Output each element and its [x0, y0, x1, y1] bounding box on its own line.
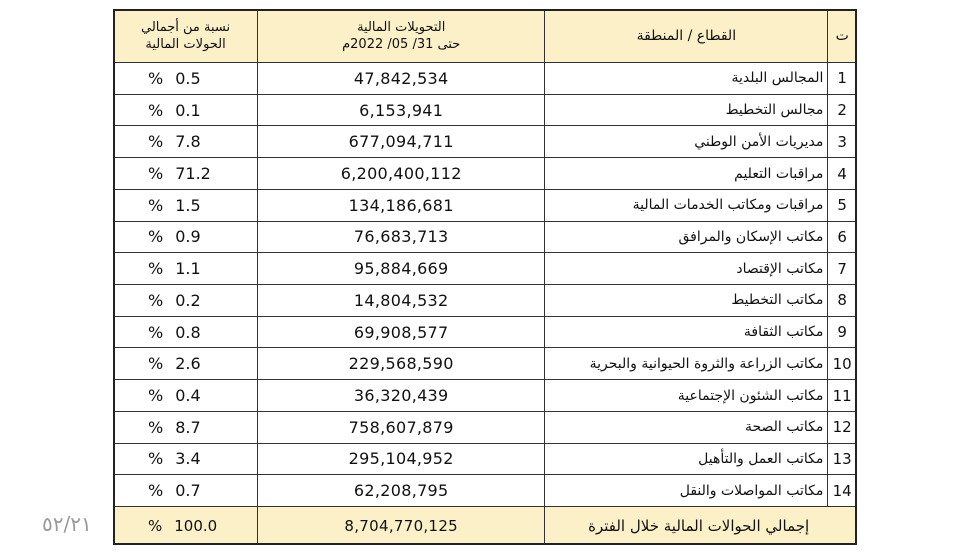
row-amount: 295,104,952: [258, 443, 545, 475]
percent-value: 0.1: [175, 100, 201, 120]
row-number: 3: [828, 126, 857, 158]
row-amount: 69,908,577: [258, 316, 545, 348]
header-amount-line2: حتى 31/ 05/ 2022م: [342, 37, 461, 52]
percent-sign: %: [148, 290, 164, 310]
percent-sign: %: [148, 68, 164, 88]
header-num: ت: [828, 10, 857, 63]
header-pct-line2: الحولات المالية: [145, 37, 226, 52]
row-sector-name: مراقبات التعليم: [545, 158, 828, 190]
row-number: 9: [828, 316, 857, 348]
percent-sign: %: [148, 322, 164, 342]
percent-value: 0.9: [175, 227, 201, 247]
header-sector: القطاع / المنطقة: [545, 10, 828, 63]
header-pct-line1: نسبة من أجمالي: [140, 20, 231, 35]
percent-sign: %: [148, 195, 164, 215]
percent-value: 2.6: [175, 354, 201, 374]
row-sector-name: مكاتب الثقافة: [545, 316, 828, 348]
percent-value: 0.5: [175, 68, 201, 88]
percent-sign: %: [148, 417, 164, 437]
row-number: 1: [828, 63, 857, 95]
percent-value: 1.1: [175, 259, 201, 279]
row-amount: 758,607,879: [258, 411, 545, 443]
row-sector-name: مديريات الأمن الوطني: [545, 126, 828, 158]
row-number: 14: [828, 475, 857, 507]
percent-value: 100.0: [174, 516, 218, 535]
row-sector-name: مكاتب الإسكان والمرافق: [545, 221, 828, 253]
row-sector-name: مكاتب الزراعة والثروة الحيوانية والبحرية: [545, 348, 828, 380]
row-sector-name: مجالس التخطيط: [545, 94, 828, 126]
percent-sign: %: [148, 227, 164, 247]
row-sector-name: مكاتب المواصلات والنقل: [545, 475, 828, 507]
percent-sign: %: [148, 516, 163, 535]
percent-sign: %: [148, 386, 164, 406]
row-sector-name: المجالس البلدية: [545, 63, 828, 95]
row-number: 11: [828, 380, 857, 412]
row-amount: 76,683,713: [258, 221, 545, 253]
row-number: 2: [828, 94, 857, 126]
row-number: 12: [828, 411, 857, 443]
row-number: 10: [828, 348, 857, 380]
row-number: 5: [828, 189, 857, 221]
row-sector-name: مكاتب العمل والتأهيل: [545, 443, 828, 475]
row-amount: 229,568,590: [258, 348, 545, 380]
row-sector-name: مكاتب الصحة: [545, 411, 828, 443]
row-amount: 62,208,795: [258, 475, 545, 507]
row-sector-name: مكاتب الإقتصاد: [545, 253, 828, 285]
percent-value: 3.4: [175, 449, 201, 469]
percent-sign: %: [148, 132, 164, 152]
row-number: 8: [828, 285, 857, 317]
percent-value: 8.7: [175, 417, 201, 437]
percent-sign: %: [148, 449, 164, 469]
row-amount: 6,200,400,112: [258, 158, 545, 190]
percent-value: 0.2: [175, 290, 201, 310]
row-amount: 677,094,711: [258, 126, 545, 158]
row-amount: 14,804,532: [258, 285, 545, 317]
row-amount: 6,153,941: [258, 94, 545, 126]
row-amount: 47,842,534: [258, 63, 545, 95]
percent-value: 7.8: [175, 132, 201, 152]
row-number: 4: [828, 158, 857, 190]
percent-value: 1.5: [175, 195, 201, 215]
row-amount: 36,320,439: [258, 380, 545, 412]
row-sector-name: مكاتب الشئون الإجتماعية: [545, 380, 828, 412]
row-sector-name: مكاتب التخطيط: [545, 285, 828, 317]
row-amount: 134,186,681: [258, 189, 545, 221]
percent-sign: %: [148, 481, 164, 501]
total-amount: 8,704,770,125: [258, 507, 545, 545]
header-amount-line1: التحويلات المالية: [357, 20, 446, 35]
row-amount: 95,884,669: [258, 253, 545, 285]
percent-sign: %: [148, 100, 164, 120]
percent-sign: %: [148, 164, 164, 184]
row-number: 7: [828, 253, 857, 285]
percent-value: 0.4: [175, 386, 201, 406]
row-number: 13: [828, 443, 857, 475]
percent-sign: %: [148, 259, 164, 279]
page-number: ٥٢/٢١: [42, 512, 92, 536]
table-outer-frame: [113, 9, 857, 545]
row-sector-name: مراقبات ومكاتب الخدمات المالية: [545, 189, 828, 221]
percent-value: 0.7: [175, 481, 201, 501]
total-label: إجمالي الحوالات المالية خلال الفترة: [545, 507, 857, 545]
percent-value: 71.2: [175, 164, 211, 184]
percent-value: 0.8: [175, 322, 201, 342]
row-number: 6: [828, 221, 857, 253]
percent-sign: %: [148, 354, 164, 374]
